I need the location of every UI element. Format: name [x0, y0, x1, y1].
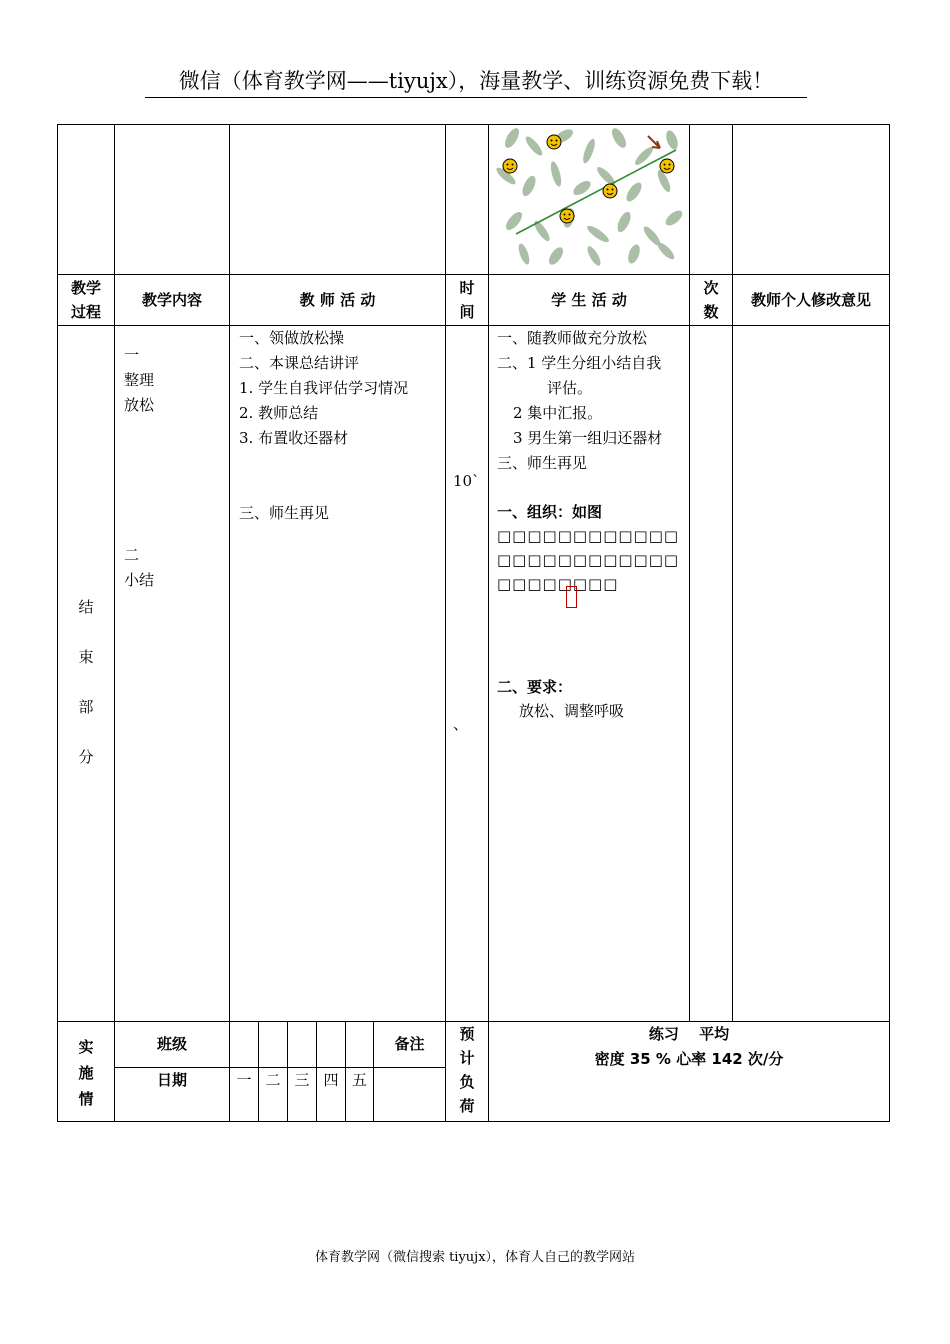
organization-text: □□□□□□□□□□□□□□□□□□□□□□□□□□□□□□□□ — [497, 527, 680, 593]
load-values: 练习 平均 密度 35 % 心率 142 次/分 — [594, 1025, 784, 1068]
teacher-activity: 三、师生再见 — [239, 504, 330, 522]
red-box-icon — [566, 584, 577, 609]
student-activity: 3 男生第一组归还器材 — [513, 429, 663, 447]
smiley-icon — [603, 184, 617, 198]
header-content: 教学内容 — [141, 291, 202, 309]
student-activity: 评估。 — [547, 379, 593, 397]
time-mark: 、 — [453, 715, 469, 733]
header-process: 教学 过程 — [70, 279, 101, 321]
day-cell: 四 — [323, 1071, 339, 1089]
teacher-activities — [239, 326, 443, 526]
content-part-1: 一 整理 放松 — [124, 346, 155, 414]
student-activity: 三、师生再见 — [497, 454, 588, 472]
diagonal-line — [516, 150, 676, 234]
header-count: 次 数 — [703, 279, 719, 321]
arrow-icon — [648, 136, 660, 148]
teacher-activity: 3. 布置收还器材 — [239, 429, 349, 447]
time-value: 10` — [453, 472, 480, 490]
header-time: 时 间 — [459, 279, 475, 321]
page-header: 微信（体育教学网——tiyujx），海量教学、训练资源免费下载！ — [145, 66, 807, 98]
content-part-2: 二 小结 — [124, 546, 155, 589]
student-activity: 2 集中汇报。 — [513, 404, 603, 422]
requirements-text: 放松、调整呼吸 — [519, 702, 625, 720]
teacher-activity: 一、领做放松操 — [239, 329, 345, 347]
page-footer: 体育教学网（微信搜索 tiyujx），体育人自己的教学网站 — [314, 1250, 636, 1265]
header-opinion: 教师个人修改意见 — [750, 291, 871, 309]
note-label: 备注 — [394, 1035, 425, 1053]
day-cell: 五 — [351, 1071, 367, 1089]
smiley-icon — [547, 135, 561, 149]
date-label: 日期 — [156, 1071, 187, 1089]
student-activity: 一、随教师做充分放松 — [497, 329, 648, 347]
load-label: 预 计 负 荷 — [459, 1025, 475, 1115]
teacher-activity: 二、本课总结讲评 — [239, 354, 360, 372]
organization-diagram — [494, 126, 684, 266]
day-cell: 一 — [236, 1071, 252, 1089]
day-cell: 三 — [294, 1071, 310, 1089]
day-cell: 二 — [265, 1071, 281, 1089]
teacher-activity: 1. 学生自我评估学习情况 — [239, 379, 409, 397]
smiley-icon — [503, 159, 517, 173]
requirements-title: 二、要求： — [497, 678, 573, 696]
header-teacher: 教 师 活 动 — [299, 291, 376, 309]
header-student: 学 生 活 动 — [551, 291, 627, 309]
smiley-icon — [560, 209, 574, 223]
teacher-activity: 2. 教师总结 — [239, 404, 319, 422]
student-activities — [497, 326, 687, 476]
class-label: 班级 — [156, 1035, 187, 1053]
section-label: 结 束 部 分 — [78, 598, 94, 766]
smiley-icon — [660, 159, 674, 173]
student-activity: 二、1 学生分组小结自我 — [497, 354, 662, 372]
implementation-label: 实 施 情 — [78, 1038, 94, 1108]
organization-title: 一、组织：如图 — [497, 503, 603, 521]
